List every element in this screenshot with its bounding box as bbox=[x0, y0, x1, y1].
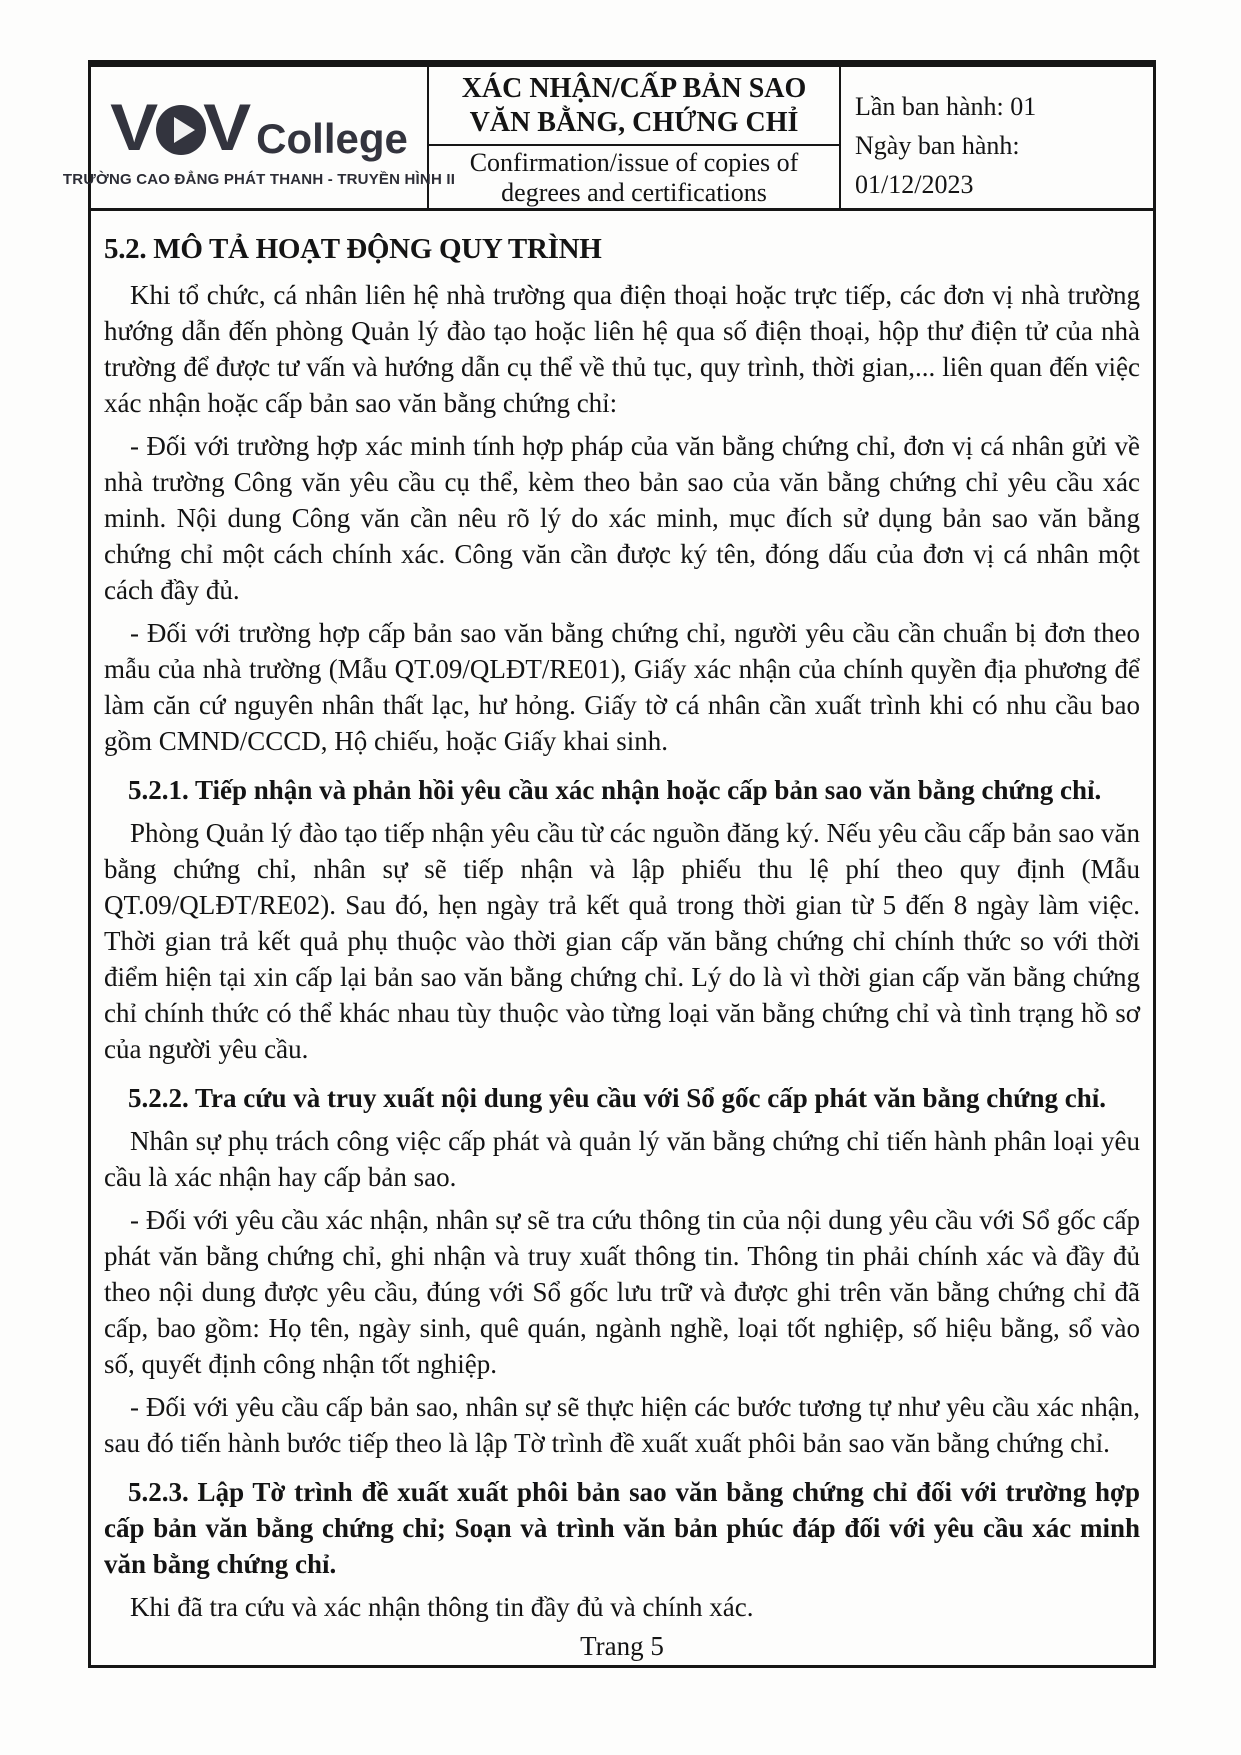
logo-tagline: TRƯỜNG CAO ĐẲNG PHÁT THANH - TRUYỀN HÌNH II bbox=[62, 171, 456, 188]
play-icon bbox=[156, 105, 206, 155]
issue-date: Ngày ban hành: 01/12/2023 bbox=[855, 131, 1020, 199]
issue-info-cell bbox=[841, 67, 1153, 210]
document-title-vi-line2: VĂN BẰNG, CHỨNG CHỈ bbox=[469, 106, 799, 138]
subsection-title-521: 5.2.1. Tiếp nhận và phản hồi yêu cầu xác nhận hoặc cấp bản sao văn bằng chứng chỉ. bbox=[128, 775, 1102, 805]
logo-college-text: College bbox=[256, 115, 408, 162]
paragraph: Khi đã tra cứu và xác nhận thông tin đầy đủ và chính xác. bbox=[130, 1592, 754, 1622]
title-cell bbox=[429, 67, 841, 210]
document-border-box bbox=[62, 60, 1156, 1668]
document-body bbox=[91, 211, 1153, 1625]
paragraph: - Đối với yêu cầu xác nhận, nhân sự sẽ tra cứu thông tin của nội dung yêu cầu với Sổ gốc cấp phát văn bằng chứng chỉ, ghi nhận và truy xuất thông tin. Thông tin phải chính xác và đầy đủ theo nội dung được yêu cầu, đúng với Sổ gốc lưu trữ và được ghi trên văn bằng chứng chỉ đã cấp, bao gồm: Họ tên, ngày sinh, quê quán, ngành nghề, loại tốt nghiệp, số hiệu bằng, sổ vào số, quyết định công nhận tốt nghiệp. bbox=[104, 1205, 1140, 1379]
paragraph: Nhân sự phụ trách công việc cấp phát và quản lý văn bằng chứng chỉ tiến hành phân loại yêu cầu là xác nhận hay cấp bản sao. bbox=[104, 1126, 1140, 1192]
vov-logo bbox=[110, 93, 408, 163]
paragraph: Phòng Quản lý đào tạo tiếp nhận yêu cầu từ các nguồn đăng ký. Nếu yêu cầu cấp bản sao văn bằng chứng chỉ, nhân sự sẽ tiếp nhận và lập phiếu thu lệ phí theo quy định (Mẫu QT.09/QLĐT/RE02). Sau đó, hẹn ngày trả kết quả trong thời gian từ 5 đến 8 ngày làm việc. Thời gian trả kết quả phụ thuộc vào thời gian cấp văn bằng chứng chỉ chính thức so với thời điểm hiện tại xin cấp lại bản sao văn bằng chứng chỉ. Lý do là vì thời gian cấp văn bằng chứng chỉ chính thức có thể khác nhau tùy thuộc vào từng loại văn bằng chứng chỉ và tình trạng hồ sơ của người yêu cầu. bbox=[104, 818, 1140, 1064]
logo-letter-v2: V bbox=[203, 91, 247, 165]
issue-number: Lần ban hành: 01 bbox=[855, 92, 1037, 121]
logo-cell bbox=[62, 67, 456, 210]
paragraph: - Đối với yêu cầu cấp bản sao, nhân sự sẽ thực hiện các bước tương tự như yêu cầu xác nhận, sau đó tiến hành bước tiếp theo là lập Tờ trình đề xuất xuất phôi bản sao văn bằng chứng chỉ. bbox=[104, 1392, 1140, 1458]
logo-letter-v1: V bbox=[110, 91, 154, 165]
section-title: 5.2. MÔ TẢ HOẠT ĐỘNG QUY TRÌNH bbox=[104, 233, 602, 265]
paragraph: Khi tổ chức, cá nhân liên hệ nhà trường qua điện thoại hoặc trực tiếp, các đơn vị nhà trường hướng dẫn đến phòng Quản lý đào tạo hoặc liên hệ qua số điện thoại, hộp thư điện tử của nhà trường để được tư vấn và hướng dẫn cụ thể về thủ tục, quy trình, thời gian,... liên quan đến việc xác nhận hoặc cấp bản sao văn bằng chứng chỉ: bbox=[104, 280, 1140, 418]
page-number: Trang 5 bbox=[580, 1631, 664, 1661]
document-header bbox=[62, 67, 1153, 211]
paragraph: - Đối với trường hợp cấp bản sao văn bằng chứng chỉ, người yêu cầu cần chuẩn bị đơn theo mẫu của nhà trường (Mẫu QT.09/QLĐT/RE01), Giấy xác nhận của chính quyền địa phương để làm căn cứ nguyên nhân thất lạc, hư hỏng. Giấy tờ cá nhân cần xuất trình khi có nhu cầu bao gồm CMND/CCCD, Hộ chiếu, hoặc Giấy khai sinh. bbox=[104, 618, 1140, 756]
document-title-vi bbox=[429, 67, 839, 146]
document-title-en: Confirmation/issue of copies of degrees and certifications bbox=[469, 148, 799, 207]
subsection-title-522: 5.2.2. Tra cứu và truy xuất nội dung yêu cầu với Sổ gốc cấp phát văn bằng chứng chỉ. bbox=[128, 1083, 1107, 1113]
subsection-title-523: 5.2.3. Lập Tờ trình đề xuất xuất phôi bản sao văn bằng chứng chỉ đối với trường hợp cấp bản văn bằng chứng chỉ; Soạn và trình văn bản phúc đáp đối với yêu cầu xác minh văn bằng chứng chỉ. bbox=[104, 1477, 1140, 1579]
document-title-vi-line1: XÁC NHẬN/CẤP BẢN SAO bbox=[461, 72, 807, 104]
paragraph: - Đối với trường hợp xác minh tính hợp pháp của văn bằng chứng chỉ, đơn vị cá nhân gửi về nhà trường Công văn yêu cầu cụ thể, kèm theo bản sao của văn bằng chứng chỉ yêu cầu xác minh. Nội dung Công văn cần nêu rõ lý do xác minh, mục đích sử dụng bản sao văn bằng chứng chỉ một cách chính xác. Công văn cần được ký tên, đóng dấu của đơn vị cá nhân một cách đầy đủ. bbox=[104, 431, 1140, 605]
